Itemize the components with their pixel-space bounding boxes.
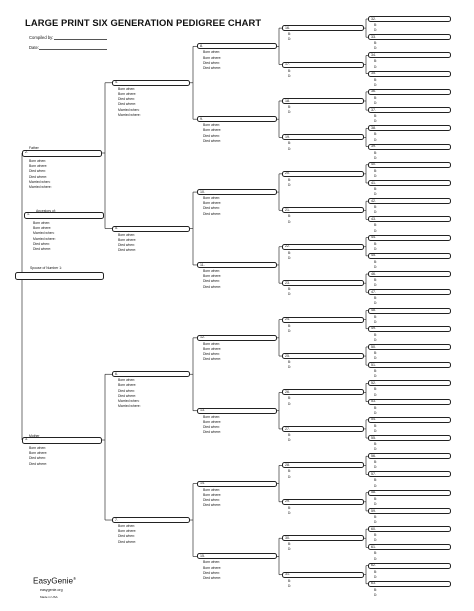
ancestor-number: 20.	[285, 171, 290, 176]
ancestor-number: 49.	[371, 326, 376, 331]
ancestor-number: 16.	[285, 25, 290, 30]
website-text: easygenie.org	[40, 588, 63, 592]
vital-labels: B: D:	[288, 141, 292, 151]
ancestor-number: 9.	[200, 116, 203, 121]
ancestor-box-10[interactable]	[197, 189, 277, 195]
ancestor-number: 60.	[371, 526, 376, 531]
ancestor-number: 39.	[371, 144, 376, 149]
vital-labels: B: D:	[374, 569, 378, 579]
ancestor-number: 3.	[25, 437, 28, 442]
vital-labels: Born when: Born where: Died when: Died where:	[203, 50, 222, 70]
vital-labels: B: D:	[374, 241, 378, 251]
ancestor-number: 26.	[285, 390, 290, 395]
ancestor-box-37[interactable]	[368, 107, 451, 113]
vital-labels: B: D:	[374, 150, 378, 160]
ancestor-box-31[interactable]	[282, 572, 364, 578]
spouse-of-1-field[interactable]	[15, 272, 104, 280]
ancestor-box-20[interactable]	[282, 171, 364, 177]
vital-labels: B: D:	[374, 442, 378, 452]
ancestor-number: 10.	[200, 189, 205, 194]
ancestor-box-35[interactable]	[368, 71, 451, 77]
ancestor-box-18[interactable]	[282, 98, 364, 104]
ancestor-box-39[interactable]	[368, 144, 451, 150]
vital-labels: B: D:	[374, 551, 378, 561]
ancestor-number: 37.	[371, 107, 376, 112]
vital-labels: Born when: Born where: Died when: Died where:	[118, 232, 137, 253]
ancestor-number: 43.	[371, 217, 376, 221]
ancestor-box-63[interactable]	[368, 581, 451, 587]
vital-labels: B: D:	[374, 460, 378, 470]
vital-labels: B: D:	[288, 542, 292, 552]
ancestor-box-33[interactable]	[368, 34, 451, 40]
made-in-text: Made in USA	[40, 595, 58, 599]
ancestor-box-12[interactable]	[197, 335, 277, 341]
vital-labels: B: D:	[374, 278, 378, 288]
ancestor-box-61[interactable]	[368, 544, 451, 550]
vital-labels: B: D:	[288, 287, 292, 297]
vital-labels: Born when: Born where: Died when: Died where: Married when: Married where:	[29, 159, 52, 190]
ancestor-box-38[interactable]	[368, 125, 451, 131]
ancestor-number: 22.	[285, 244, 290, 249]
vital-labels: B: D:	[374, 587, 378, 597]
ancestor-box-40[interactable]	[368, 162, 451, 168]
vital-labels: Born when: Born where: Died when: Died where:	[203, 268, 222, 289]
ancestor-number: 52.	[371, 380, 376, 385]
ancestor-number: 18.	[285, 98, 290, 103]
vital-labels: Born when: Born where: Died when: Died where: Married when: Married where:	[118, 86, 141, 117]
ancestor-number: 14.	[200, 481, 205, 486]
ancestor-number: 4.	[115, 80, 118, 85]
ancestor-box-5[interactable]	[112, 226, 190, 232]
vital-labels: B: D:	[374, 405, 378, 415]
ancestor-box-48[interactable]	[368, 308, 451, 314]
ancestor-number: 33.	[371, 34, 376, 39]
vital-labels: Born when: Born where: Died when: Died where:	[118, 524, 137, 544]
vital-labels: Born when: Born where: Died when: Died where:	[203, 560, 222, 581]
vital-labels: B: D:	[374, 132, 378, 142]
ancestor-box-55[interactable]	[368, 435, 451, 441]
spouse-caption: Spouse of Number 1:	[30, 266, 63, 270]
mother-caption: Mother	[29, 434, 40, 438]
chart-title: LARGE PRINT SIX GENERATION PEDIGREE CHART	[25, 17, 262, 28]
ancestor-box-47[interactable]	[368, 289, 451, 295]
vital-labels: B: D:	[288, 177, 292, 188]
ancestor-number: 28.	[285, 462, 290, 467]
ancestor-box-52[interactable]	[368, 380, 451, 386]
ancestor-number: 30.	[285, 535, 290, 540]
vital-labels: B: D:	[374, 350, 378, 361]
ancestor-number: 29.	[285, 499, 290, 504]
ancestor-box-11[interactable]	[197, 262, 277, 268]
ancestor-number: 51.	[371, 362, 376, 367]
ancestor-number: 56.	[371, 453, 376, 458]
ancestor-box-45[interactable]	[368, 253, 451, 259]
ancestor-box-59[interactable]	[368, 508, 451, 514]
ancestor-number: 23.	[285, 280, 290, 285]
ancestor-number: 24.	[285, 317, 290, 322]
vital-labels: B: D:	[288, 578, 292, 588]
ancestor-box-16[interactable]	[282, 25, 364, 31]
vital-labels: Born when: Born where: Died when: Died where:	[203, 487, 222, 508]
ancestor-box-4[interactable]	[112, 80, 190, 86]
ancestor-box-27[interactable]	[282, 426, 364, 432]
ancestor-number: 8.	[200, 43, 203, 48]
vital-labels: B: D:	[288, 68, 292, 78]
vital-labels: Born when: Born where: Died when: Died where:	[29, 446, 48, 466]
ancestor-number: 31.	[285, 572, 290, 577]
vital-labels: B: D:	[374, 314, 378, 324]
ancestor-number: 47.	[371, 289, 376, 294]
vital-labels: B: D:	[288, 396, 292, 406]
ancestor-number: 45.	[371, 253, 376, 258]
ancestor-number: 36.	[371, 89, 376, 94]
ancestor-box-36[interactable]	[368, 89, 451, 95]
ancestor-number: 35.	[371, 71, 376, 76]
ancestor-number: 2.	[25, 150, 28, 155]
vital-labels: Born when: Born where: Married when: Married where: Died when: Died where:	[33, 221, 56, 252]
vital-labels: B: D:	[374, 369, 378, 379]
vital-labels: B: D:	[374, 496, 378, 506]
vital-labels: B: D:	[374, 387, 378, 397]
vital-labels: B: D:	[374, 223, 378, 233]
vital-labels: B: D:	[288, 432, 292, 443]
ancestor-box-24[interactable]	[282, 317, 364, 323]
vital-labels: B: D:	[374, 23, 378, 33]
vital-labels: B: D:	[374, 205, 378, 215]
vital-labels: B: D:	[374, 114, 378, 124]
vital-labels: B: D:	[374, 332, 378, 342]
vital-labels: B: D:	[288, 360, 292, 370]
ancestor-box-23[interactable]	[282, 280, 364, 286]
vital-labels: B: D:	[374, 77, 378, 87]
ancestor-box-56[interactable]	[368, 453, 451, 459]
ancestor-box-50[interactable]	[368, 344, 451, 350]
ancestor-number: 21.	[285, 207, 290, 212]
ancestor-number: 50.	[371, 344, 376, 349]
ancestor-box-58[interactable]	[368, 490, 451, 496]
ancestor-box-21[interactable]	[282, 207, 364, 213]
father-caption: Father	[29, 146, 39, 150]
vital-labels: B: D:	[374, 41, 378, 51]
ancestor-box-22[interactable]	[282, 244, 364, 250]
ancestor-number: 59.	[371, 508, 376, 513]
ancestor-box-2[interactable]	[22, 150, 102, 157]
ancestor-box-30[interactable]	[282, 535, 364, 541]
ancestor-box-49[interactable]	[368, 326, 451, 332]
ancestor-box-42[interactable]	[368, 198, 451, 204]
ancestor-box-26[interactable]	[282, 389, 364, 395]
ancestor-number: 48.	[371, 308, 376, 313]
ancestor-number: 46.	[371, 271, 376, 276]
ancestor-box-17[interactable]	[282, 62, 364, 68]
ancestor-number: 15.	[200, 554, 205, 559]
vital-labels: B: D:	[288, 323, 292, 333]
ancestor-box-57[interactable]	[368, 471, 451, 477]
vital-labels: B: D:	[288, 32, 292, 42]
vital-labels: B: D:	[288, 214, 292, 224]
vital-labels: B: D:	[374, 186, 378, 197]
ancestor-number: 12.	[200, 335, 205, 340]
vital-labels: B: D:	[374, 168, 378, 178]
vital-labels: B: D:	[288, 505, 292, 515]
vital-labels: B: D:	[374, 514, 378, 525]
vital-labels: B: D:	[374, 259, 378, 270]
ancestor-number: 6.	[115, 371, 118, 376]
vital-labels: B: D:	[374, 478, 378, 488]
ancestor-number: 40.	[371, 162, 376, 167]
ancestor-number: 57.	[371, 472, 376, 477]
ancestor-number: 42.	[371, 198, 376, 203]
vital-labels: B: D:	[374, 423, 378, 434]
ancestor-box-29[interactable]	[282, 499, 364, 505]
ancestor-box-54[interactable]	[368, 417, 451, 423]
ancestor-box-44[interactable]	[368, 235, 451, 241]
ancestor-box-43[interactable]	[368, 216, 451, 222]
ancestor-box-8[interactable]	[197, 43, 277, 49]
ancestor-box-7[interactable]	[112, 517, 190, 523]
ancestor-number: 1.	[27, 212, 30, 217]
ancestor-box-19[interactable]	[282, 134, 364, 140]
ancestor-number: 19.	[285, 135, 290, 140]
ancestor-number: 44.	[371, 235, 376, 240]
vital-labels: B: D:	[288, 104, 292, 115]
vital-labels: B: D:	[288, 469, 292, 479]
vital-labels: Born when: Born where: Died when: Died where:	[203, 341, 222, 362]
ancestor-number: 54.	[371, 417, 376, 422]
ancestor-box-46[interactable]	[368, 271, 451, 277]
ancestor-box-28[interactable]	[282, 462, 364, 468]
vital-labels: Born when: Born where: Died when: Died where:	[203, 196, 222, 216]
ancestor-number: 34.	[371, 53, 376, 58]
date-label: Date:	[29, 45, 40, 50]
ancestor-box-15[interactable]	[197, 553, 277, 559]
ancestor-box-41[interactable]	[368, 180, 451, 186]
ancestor-box-60[interactable]	[368, 526, 451, 532]
ancestor-box-6[interactable]	[112, 371, 190, 377]
vital-labels: Born when: Born where: Died when: Died where:	[203, 123, 222, 143]
easygenie-logo: EasyGenie®	[33, 576, 77, 586]
ancestor-number: 25.	[285, 353, 290, 358]
vital-labels: B: D:	[374, 95, 378, 106]
vital-labels: Born when: Born where: Died when: Died where: Married when: Married where:	[118, 378, 141, 409]
ancestor-number: 41.	[371, 180, 376, 185]
vital-labels: B: D:	[288, 250, 292, 260]
ancestor-box-32[interactable]	[368, 16, 451, 22]
ancestor-box-9[interactable]	[197, 116, 277, 122]
vital-labels: Born when: Born where: Died when: Died where:	[203, 414, 222, 435]
ancestor-box-62[interactable]	[368, 563, 451, 569]
compiled-by-label: Compiled by:	[29, 35, 54, 40]
vital-labels: B: D:	[374, 533, 378, 543]
ancestor-number: 11.	[200, 262, 205, 267]
ancestor-number: 61.	[371, 544, 376, 549]
ancestors-of-caption: Ancestors of:	[36, 209, 56, 213]
ancestor-number: 38.	[371, 125, 376, 130]
ancestor-number: 7.	[115, 517, 118, 522]
ancestor-number: 32.	[371, 16, 376, 21]
ancestor-box-51[interactable]	[368, 362, 451, 368]
ancestor-number: 53.	[371, 399, 376, 404]
ancestor-number: 55.	[371, 435, 376, 440]
ancestor-number: 58.	[371, 490, 376, 495]
ancestor-box-13[interactable]	[197, 408, 277, 414]
ancestor-box-53[interactable]	[368, 399, 451, 405]
ancestor-number: 27.	[285, 426, 290, 431]
ancestor-number: 17.	[285, 62, 290, 67]
ancestor-box-25[interactable]	[282, 353, 364, 359]
ancestor-number: 13.	[200, 408, 205, 413]
ancestor-number: 63.	[371, 581, 376, 586]
vital-labels: B: D:	[374, 296, 378, 306]
vital-labels: B: D:	[374, 59, 378, 69]
ancestor-number: 62.	[371, 563, 376, 568]
ancestor-number: 5.	[115, 226, 118, 231]
ancestor-box-14[interactable]	[197, 481, 277, 487]
ancestor-box-34[interactable]	[368, 52, 451, 58]
